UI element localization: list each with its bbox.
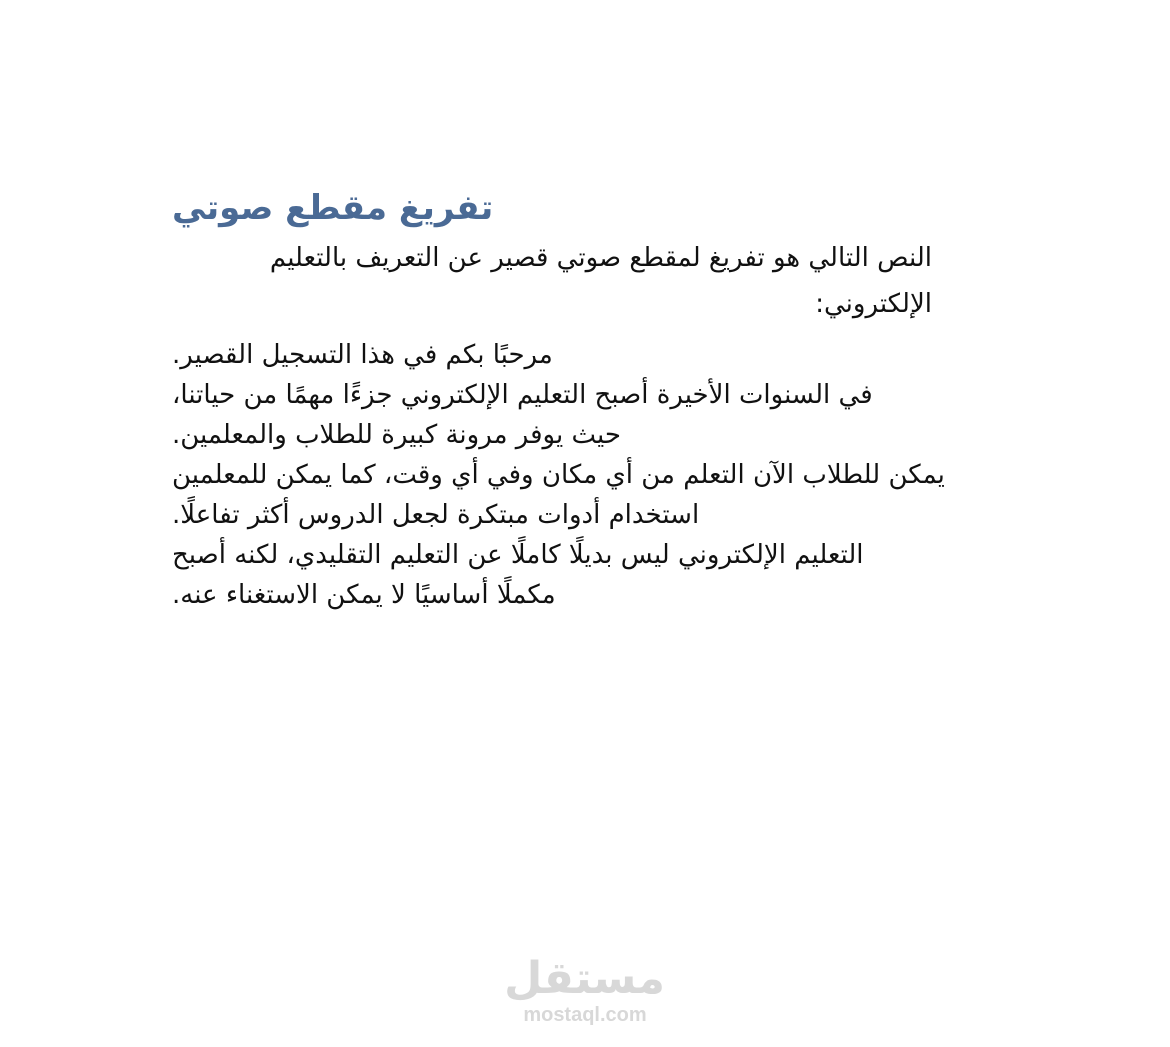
transcript-line: يمكن للطلاب الآن التعلم من أي مكان وفي أي وقت، كما يمكن للمعلمين: [172, 460, 945, 490]
intro-line: الإلكتروني:: [815, 289, 932, 319]
watermark-logo-text: مستقل: [504, 953, 665, 1004]
transcript-line: في السنوات الأخيرة أصبح التعليم الإلكتروني جزءًا مهمًا من حياتنا،: [172, 380, 873, 410]
transcript-line: التعليم الإلكتروني ليس بديلًا كاملًا عن التعليم التقليدي، لكنه أصبح: [172, 540, 864, 570]
transcript-body: [172, 335, 982, 615]
intro-line: النص التالي هو تفريغ لمقطع صوتي قصير عن التعريف بالتعليم: [269, 243, 932, 273]
mostaql-watermark: [505, 955, 665, 1027]
transcript-line: استخدام أدوات مبتكرة لجعل الدروس أكثر تفاعلًا.: [172, 500, 700, 530]
transcript-line: حيث يوفر مرونة كبيرة للطلاب والمعلمين.: [172, 420, 621, 450]
transcript-line: مكملًا أساسيًا لا يمكن الاستغناء عنه.: [172, 580, 556, 610]
watermark-url: mostaql.com: [523, 1004, 647, 1026]
document-title: تفريغ مقطع صوتي: [172, 188, 494, 228]
intro-paragraph: [172, 235, 932, 327]
transcript-line: مرحبًا بكم في هذا التسجيل القصير.: [172, 340, 553, 370]
